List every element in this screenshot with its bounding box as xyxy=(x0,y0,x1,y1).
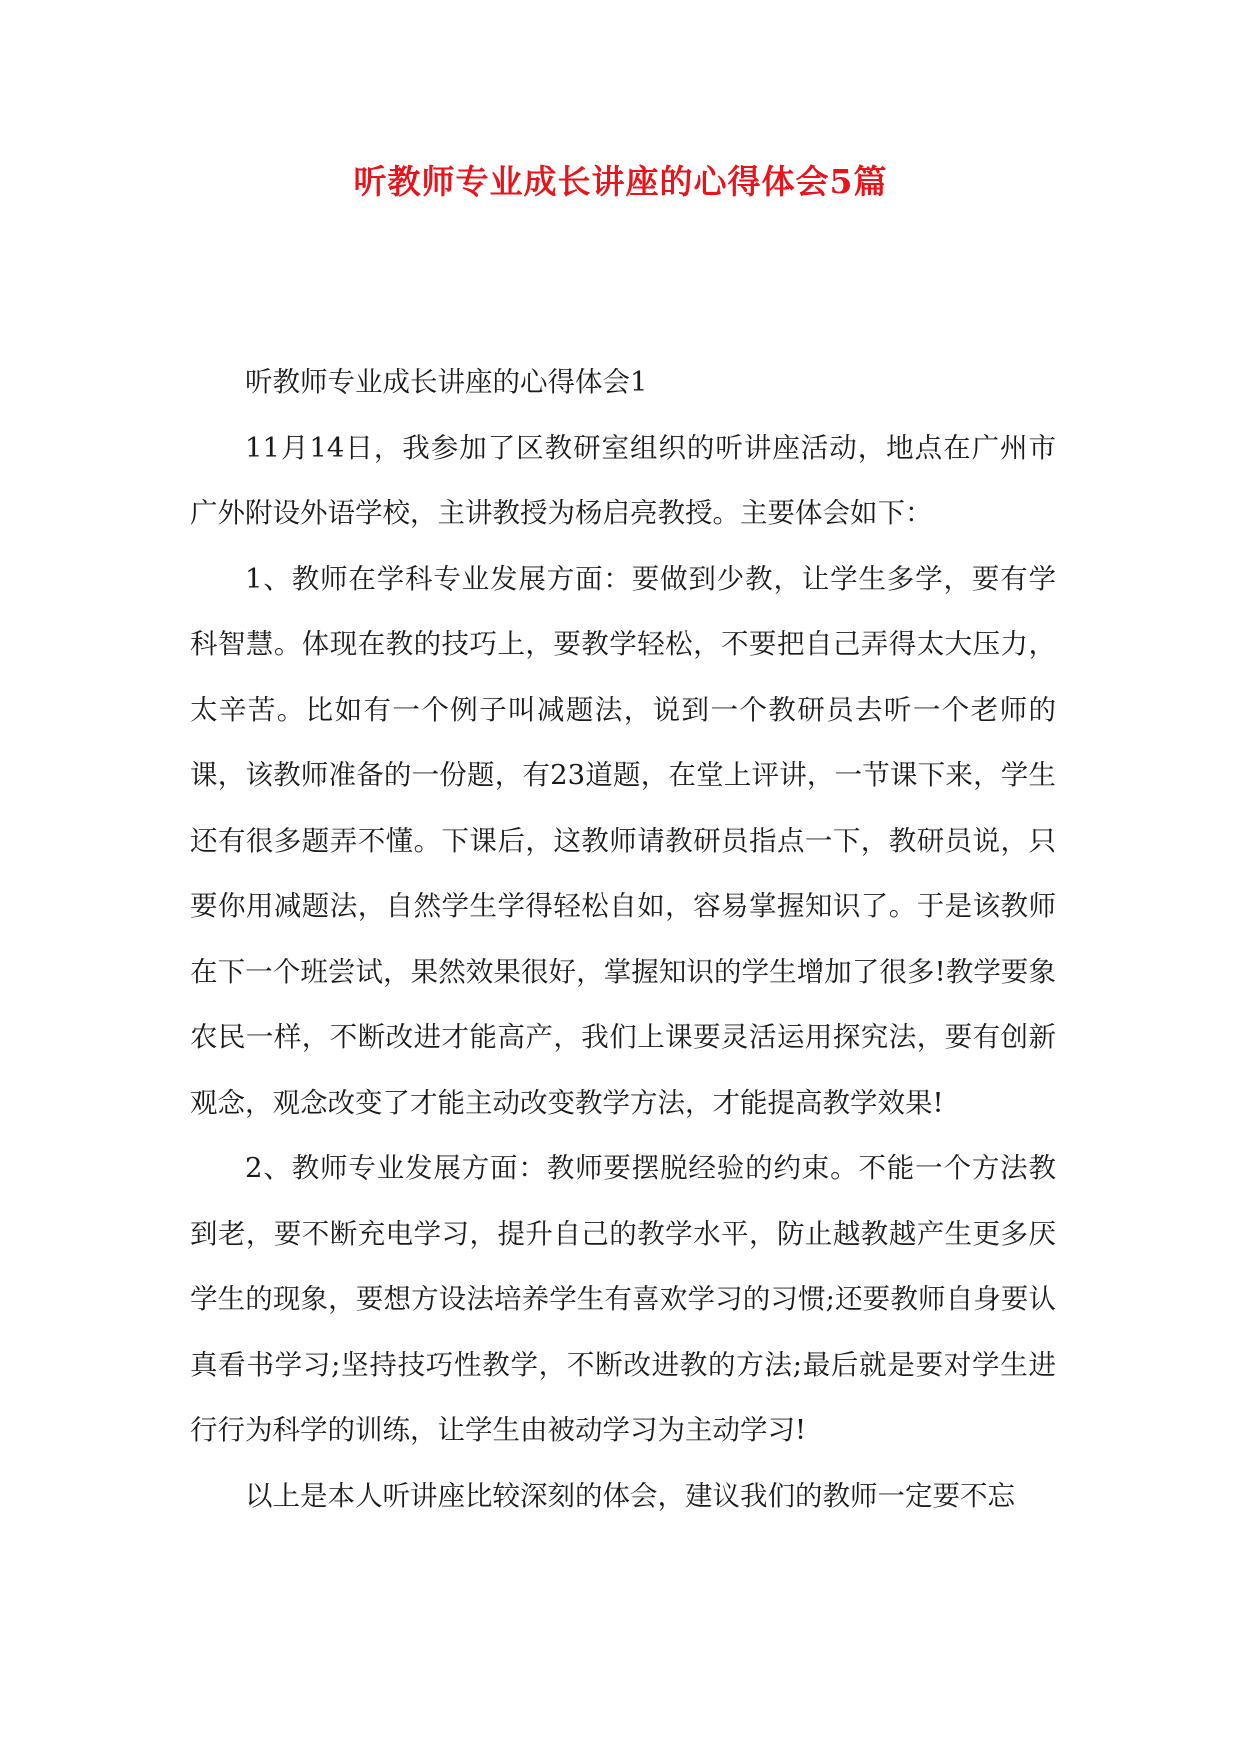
paragraph-point-1: 1、教师在学科专业发展方面：要做到少教，让学生多学，要有学科智慧。体现在教的技巧上，要教学轻松，不要把自己弄得太大压力，太辛苦。比如有一个例子叫减题法，说到一个教研员去听一个老师的课，该教师准备的一份题，有23道题，在堂上评讲，一节课下来，学生还有很多题弄不懂。下课后，这教师请教研员指点一下，教研员说，只要你用减题法，自然学生学得轻松自如，容易掌握知识了。于是该教师在下一个班尝试，果然效果很好，掌握知识的学生增加了很多!教学要象农民一样，不断改进才能高产，我们上课要灵活运用探究法，要有创新观念，观念改变了才能主动改变教学方法，才能提高教学效果! xyxy=(190,562,1056,1119)
document-title: 听教师专业成长讲座的心得体会5篇 xyxy=(353,162,888,201)
paragraph-intro: 11月14日，我参加了区教研室组织的听讲座活动，地点在广州市广外附设外语学校，主讲教授为杨启亮教授。主要体会如下： xyxy=(190,431,1056,529)
paragraph-conclusion: 以上是本人听讲座比较深刻的体会，建议我们的教师一定要不忘 xyxy=(245,1479,1015,1512)
document-body xyxy=(190,350,1056,1529)
paragraph-point-2: 2、教师专业发展方面：教师要摆脱经验的约束。不能一个方法教到老，要不断充电学习，提升自己的教学水平，防止越教越产生更多厌学生的现象，要想方设法培养学生有喜欢学习的习惯;还要教师自身要认真看书学习;坚持技巧性教学，不断改进教的方法;最后就是要对学生进行行为科学的训练，让学生由被动学习为主动学习! xyxy=(190,1152,1056,1446)
section-heading: 听教师专业成长讲座的心得体会1 xyxy=(245,366,648,398)
